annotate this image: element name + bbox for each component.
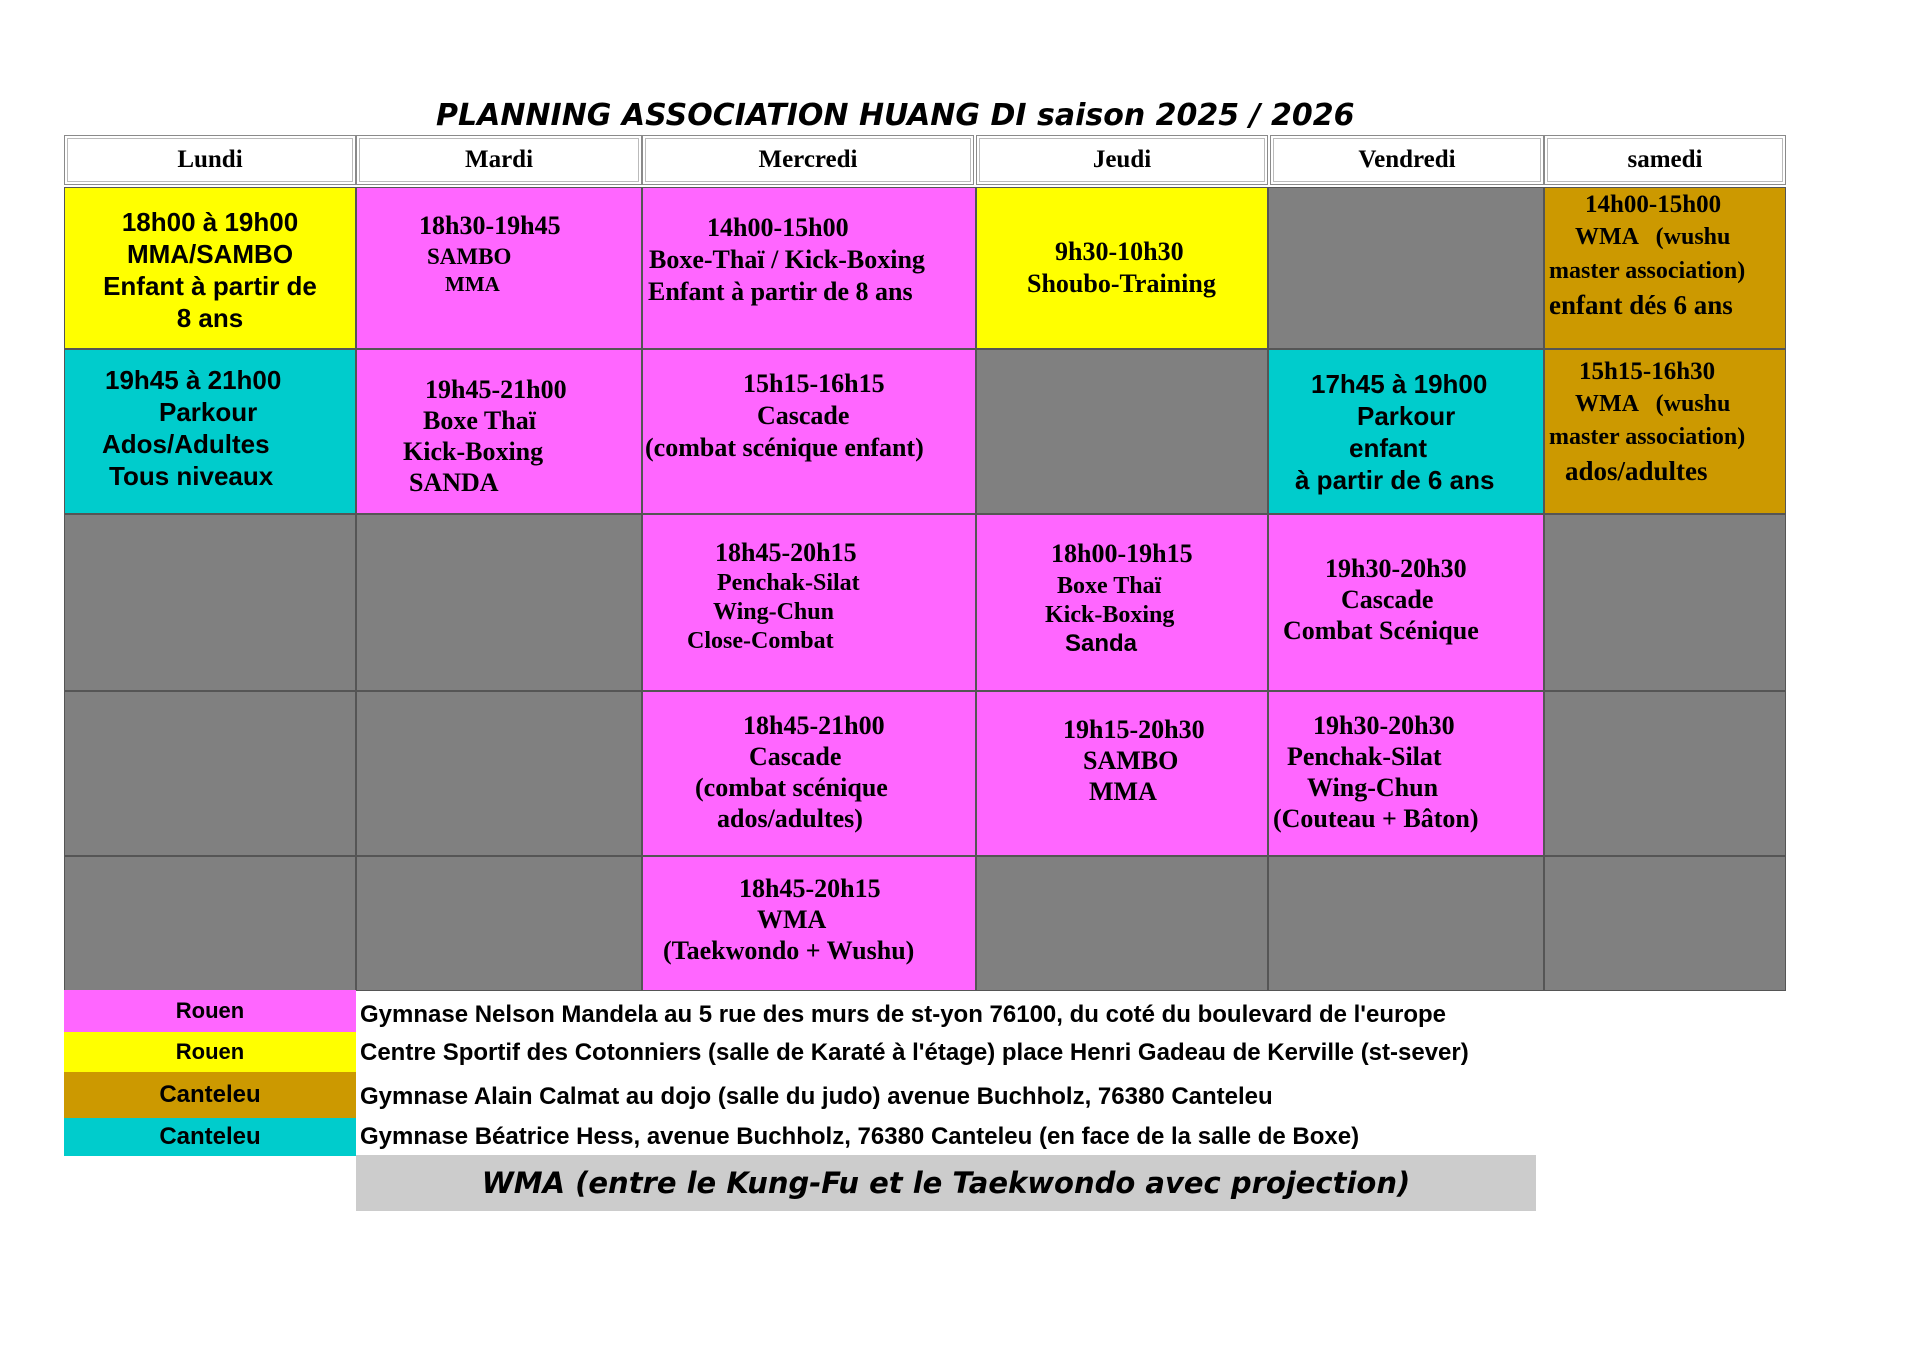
slot-activity: Boxe Thaï	[1057, 573, 1162, 599]
slot-empty	[976, 856, 1268, 991]
slot-vendredi-1	[1268, 349, 1544, 514]
slot-time: 19h15-20h30	[1063, 715, 1205, 744]
slot-lundi-1	[64, 187, 356, 349]
header-samedi: samedi	[1544, 135, 1786, 185]
slot-audience: Enfant à partir de	[103, 271, 317, 301]
slot-activity: Cascade	[757, 401, 850, 430]
slot-empty	[1544, 691, 1786, 856]
slot-activity: Parkour	[1357, 401, 1456, 431]
slot-activity: Shoubo-Training	[1027, 269, 1216, 298]
slot-activity: Cascade	[1341, 585, 1434, 614]
slot-time: 18h45-21h00	[743, 711, 885, 740]
slot-equipment: (Couteau + Bâton)	[1273, 804, 1479, 833]
legend-city-rouen-mandela: Rouen	[64, 990, 356, 1032]
slot-activity: Sanda	[1065, 630, 1138, 657]
slot-activity: Close-Combat	[687, 628, 834, 654]
slot-time: 19h30-20h30	[1313, 711, 1455, 740]
slot-empty	[64, 691, 356, 856]
slot-activity: Cascade	[749, 742, 842, 771]
slot-empty	[1544, 514, 1786, 691]
slot-jeudi-1	[976, 187, 1268, 349]
slot-mercredi-5	[642, 856, 976, 991]
slot-mardi-2	[356, 349, 642, 514]
header-lundi: Lundi	[64, 135, 356, 185]
slot-samedi-2	[1544, 349, 1786, 514]
slot-audience: (combat scénique	[695, 773, 888, 802]
slot-activity: WMA (wushu	[1575, 391, 1731, 417]
slot-audience: ados/adultes	[1565, 456, 1708, 486]
slot-audience: ados/adultes)	[717, 804, 863, 833]
slot-time: 19h45-21h00	[425, 375, 567, 404]
slot-time: 18h00-19h15	[1051, 539, 1193, 568]
slot-activity: Penchak-Silat	[1287, 742, 1442, 771]
legend-address: Gymnase Béatrice Hess, avenue Buchholz, 76380 Canteleu (en face de la salle de Boxe)	[360, 1123, 1360, 1150]
header-jeudi: Jeudi	[976, 135, 1268, 185]
header-mercredi: Mercredi	[642, 135, 974, 185]
slot-audience: enfant dés 6 ans	[1549, 290, 1733, 320]
legend-address: Gymnase Alain Calmat au dojo (salle du judo) avenue Buchholz, 76380 Canteleu	[360, 1083, 1273, 1110]
legend-city-rouen-cotonniers: Rouen	[64, 1032, 356, 1072]
slot-activity: Penchak-Silat	[717, 570, 860, 596]
slot-lundi-2	[64, 349, 356, 514]
slot-audience: à partir de 6 ans	[1295, 465, 1495, 495]
slot-activity: master association)	[1549, 258, 1746, 284]
slot-time: 18h00 à 19h00	[121, 207, 299, 237]
slot-samedi-1	[1544, 187, 1786, 349]
slot-mardi-1	[356, 187, 642, 349]
slot-activity: SANDA	[409, 468, 499, 497]
slot-mercredi-1	[642, 187, 976, 349]
slot-audience: Enfant à partir de 8 ans	[648, 277, 913, 306]
slot-activity: Wing-Chun	[1307, 773, 1439, 802]
slot-activity: MMA/SAMBO	[126, 239, 294, 269]
slot-audience: enfant	[1349, 433, 1427, 463]
slot-activity: Boxe-Thaï / Kick-Boxing	[649, 245, 925, 274]
slot-activity: (Taekwondo + Wushu)	[663, 936, 915, 965]
slot-activity: SAMBO	[427, 244, 512, 269]
slot-empty	[1268, 856, 1544, 991]
slot-audience: 8 ans	[176, 303, 244, 333]
slot-vendredi-2	[1268, 514, 1544, 691]
slot-time: 18h30-19h45	[419, 211, 561, 240]
slot-activity: Combat Scénique	[1283, 616, 1479, 645]
slot-time: 15h15-16h15	[743, 369, 885, 398]
slot-empty	[64, 856, 356, 991]
slot-empty	[356, 691, 642, 856]
slot-empty	[356, 856, 642, 991]
legend-city-canteleu-hess: Canteleu	[64, 1118, 356, 1156]
slot-jeudi-2	[976, 514, 1268, 691]
slot-mercredi-4	[642, 691, 976, 856]
slot-empty	[64, 514, 356, 691]
slot-level: Tous niveaux	[109, 461, 274, 491]
slot-empty	[1268, 187, 1544, 349]
slot-time: 9h30-10h30	[1055, 237, 1184, 266]
header-vendredi: Vendredi	[1270, 135, 1544, 185]
slot-audience: (combat scénique enfant)	[645, 433, 924, 462]
legend-city-canteleu-calmat: Canteleu	[64, 1072, 356, 1118]
slot-time: 14h00-15h00	[707, 213, 849, 242]
slot-activity: Boxe Thaï	[423, 406, 536, 435]
slot-activity: WMA (wushu	[1575, 224, 1731, 250]
slot-activity: MMA	[445, 272, 500, 296]
slot-activity: Parkour	[159, 397, 258, 427]
slot-time: 18h45-20h15	[739, 874, 881, 903]
slot-activity: Kick-Boxing	[1045, 602, 1175, 628]
slot-mercredi-3	[642, 514, 976, 691]
slot-time: 18h45-20h15	[715, 538, 857, 567]
slot-mercredi-2	[642, 349, 976, 514]
header-mardi: Mardi	[356, 135, 642, 185]
slot-empty	[1544, 856, 1786, 991]
slot-activity: Kick-Boxing	[403, 437, 544, 466]
slot-jeudi-3	[976, 691, 1268, 856]
slot-time: 19h45 à 21h00	[105, 365, 282, 395]
slot-time: 15h15-16h30	[1579, 358, 1716, 385]
slot-audience: Ados/Adultes	[102, 429, 270, 459]
slot-vendredi-3	[1268, 691, 1544, 856]
slot-activity: WMA	[757, 905, 827, 934]
page-title: PLANNING ASSOCIATION HUANG DI saison 2025 / 2026	[436, 98, 1355, 133]
legend-address: Gymnase Nelson Mandela au 5 rue des murs de st-yon 76100, du coté du boulevard de l'europe	[360, 1001, 1447, 1028]
slot-activity: master association)	[1549, 424, 1746, 450]
slot-time: 19h30-20h30	[1325, 554, 1467, 583]
slot-activity: SAMBO	[1083, 746, 1179, 775]
slot-activity: MMA	[1089, 777, 1157, 806]
slot-time: 17h45 à 19h00	[1311, 369, 1488, 399]
slot-activity: Wing-Chun	[713, 599, 834, 625]
slot-empty	[976, 349, 1268, 514]
wma-note: WMA (entre le Kung-Fu et le Taekwondo avec projection)	[356, 1155, 1536, 1211]
legend-address: Centre Sportif des Cotonniers (salle de Karaté à l'étage) place Henri Gadeau de Kerville (st-sever)	[360, 1039, 1469, 1066]
slot-time: 14h00-15h00	[1585, 191, 1722, 218]
slot-empty	[356, 514, 642, 691]
